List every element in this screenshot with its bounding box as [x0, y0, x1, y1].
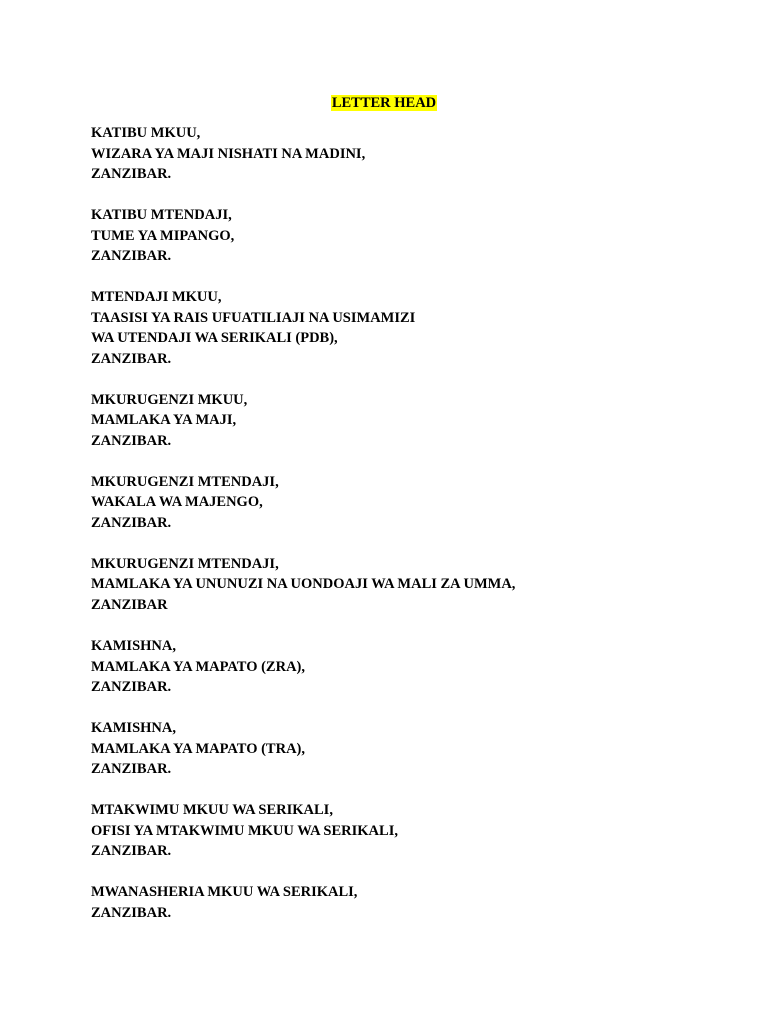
addressee-block [91, 636, 731, 698]
letter-head-row [0, 93, 768, 113]
addressee-line: OFISI YA MTAKWIMU MKUU WA SERIKALI, [91, 822, 398, 839]
addressee-line: ZANZIBAR. [91, 432, 172, 449]
addressee-line: ZANZIBAR. [91, 679, 172, 696]
addressee-line: TAASISI YA RAIS UFUATILIAJI NA USIMAMIZI [91, 309, 416, 326]
addressee-block [91, 800, 731, 862]
addressee-line: KAMISHNA, [91, 638, 176, 655]
addressee-line: ZANZIBAR. [91, 248, 172, 265]
addressee-block [91, 390, 731, 452]
addressee-line: ZANZIBAR. [91, 514, 172, 531]
addressee-block [91, 472, 731, 534]
addressee-line: ZANZIBAR. [91, 166, 172, 182]
addressee-line: KAMISHNA, [91, 720, 176, 737]
addressee-line: ZANZIBAR. [91, 350, 172, 367]
addressee-line: WIZARA YA MAJI NISHATI NA MADINI, [91, 145, 366, 162]
addressee-block [91, 718, 731, 780]
addressee-block [91, 554, 731, 616]
addressee-line: MTENDAJI MKUU, [91, 289, 222, 306]
addressee-block [91, 287, 731, 369]
addressee-line: MAMLAKA YA UNUNUZI NA UONDOAJI WA MALI ZA UMMA, [91, 576, 516, 593]
addressee-line: MAMLAKA YA MAJI, [91, 412, 237, 429]
addressee-line: MKURUGENZI MKUU, [91, 391, 248, 408]
addressee-line: WAKALA WA MAJENGO, [91, 494, 263, 511]
addressee-line: MKURUGENZI MTENDAJI, [91, 473, 279, 490]
addressee-line: ZANZIBAR. [91, 904, 172, 921]
addressee-block [91, 205, 731, 267]
addressee-line: KATIBU MTENDAJI, [91, 207, 232, 224]
addressee-line: ZANZIBAR [91, 596, 168, 613]
addressee-line: ZANZIBAR. [91, 843, 172, 860]
addressee-line: MAMLAKA YA MAPATO (ZRA), [91, 658, 306, 675]
addressee-line: WA UTENDAJI WA SERIKALI (PDB), [91, 330, 338, 347]
addressee-block [91, 123, 731, 185]
addressee-line: TUME YA MIPANGO, [91, 227, 235, 244]
addressee-line: MAMLAKA YA MAPATO (TRA), [91, 740, 306, 757]
addressee-line: ZANZIBAR. [91, 761, 172, 778]
letter-head-title: LETTER HEAD [331, 95, 437, 111]
addressee-line: MWANASHERIA MKUU WA SERIKALI, [91, 884, 358, 901]
addressee-line: MTAKWIMU MKUU WA SERIKALI, [91, 802, 333, 819]
addressee-line: MKURUGENZI MTENDAJI, [91, 555, 279, 572]
addressee-list [91, 123, 731, 944]
addressee-line: KATIBU MKUU, [91, 125, 201, 141]
addressee-block [91, 882, 731, 923]
